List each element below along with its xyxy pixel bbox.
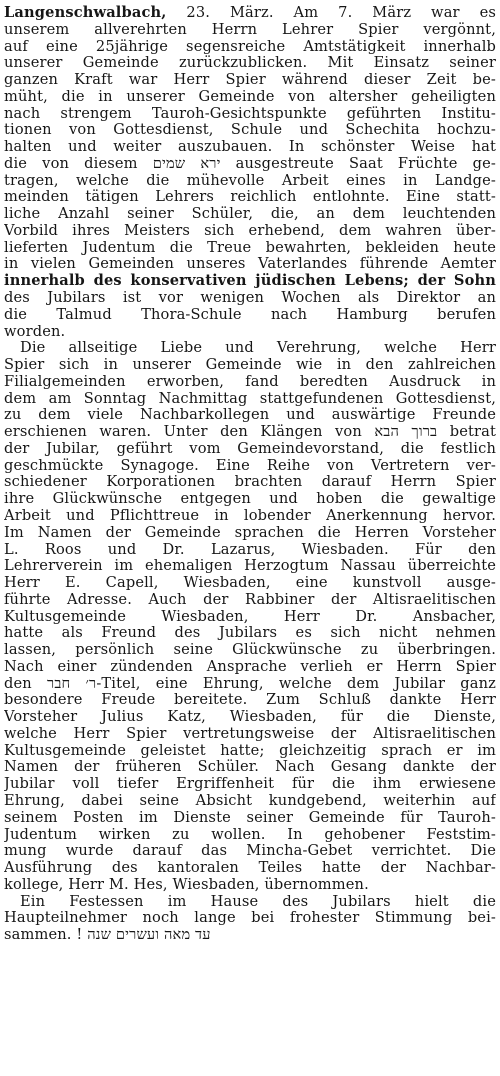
paragraph-3	[4, 894, 496, 944]
text-line: geschmückte Synagoge. Eine Reihe von Vertretern ver-	[4, 457, 496, 474]
text-line: die Talmud Thora-Schule nach Hamburg berufen	[4, 306, 496, 323]
text-line: Ausführung des kantoralen Teiles hatte der Nachbar-	[4, 860, 496, 877]
text-line: müht, die in unserer Gemeinde von altersher geheiligten	[4, 88, 496, 105]
text-line: sammen. ! עד מאה ועשרים שנה	[4, 927, 211, 944]
text-line: hatte als Freund des Jubilars es sich nicht nehmen	[4, 625, 496, 642]
text-line: ganzen Kraft war Herr Spier während dieser Zeit be-	[4, 72, 496, 89]
text-line: L. Roos und Dr. Lazarus, Wiesbaden. Für den	[4, 541, 496, 558]
text-line: nach strengem Tauroh-Gesichtspunkte geführten Institu-	[4, 105, 496, 122]
text-line: welche Herr Spier vertretungsweise der Altisraelitischen	[4, 725, 496, 742]
text-line: führte Adresse. Auch der Rabbiner der Altisraelitischen	[4, 591, 496, 608]
text-line: schiedener Korporationen brachten darauf Herrn Spier	[4, 474, 496, 491]
text-line: zu dem viele Nachbarkollegen und auswärtige Freunde	[4, 407, 496, 424]
text-line: Filialgemeinden erworben, fand beredten Ausdruck in	[4, 373, 496, 390]
text-line: Jubilar voll tiefer Ergriffenheit für die ihm erwiesene	[4, 776, 496, 793]
text-line: Arbeit und Pflichttreue in lobender Anerkennung hervor.	[4, 507, 496, 524]
text-line: halten und weiter auszubauen. In schönster Weise hat	[4, 139, 496, 156]
text-line: mung wurde darauf das Mincha-Gebet verrichtet. Die	[4, 843, 496, 860]
dateline-place: Langenschwalbach,	[4, 5, 167, 21]
text-line: seinem Posten im Dienste seiner Gemeinde für Tauroh-	[4, 809, 496, 826]
text-line: Die allseitige Liebe und Verehrung, welche Herr	[20, 340, 496, 357]
text-line: ihre Glückwünsche entgegen und hoben die gewaltige	[4, 491, 496, 508]
text-line: Vorsteher Julius Katz, Wiesbaden, für die Dienste,	[4, 709, 496, 726]
text-line: lieferten Judentum die Treue bewahrten, bekleiden heute	[4, 239, 496, 256]
text-line: erschienen waren. Unter den Klängen von ברוך הבא betrat	[4, 424, 496, 441]
text-line: Ehrung, dabei seine Absicht kundgebend, weiterhin auf	[4, 792, 496, 809]
text-line: des Jubilars ist vor wenigen Wochen als Direktor an	[4, 290, 496, 307]
text-line: Nach einer zündenden Ansprache verlieh er Herrn Spier	[4, 658, 496, 675]
text-line: Ein Festessen im Hause des Jubilars hielt die	[20, 893, 496, 910]
text-line: Judentum wirken zu wollen. In gehobener Feststim-	[4, 826, 496, 843]
text-line: Vorbild ihres Meisters sich erhebend, dem wahren über-	[4, 222, 496, 239]
text-line: Haupteilnehmer noch lange bei frohester Stimmung bei-	[4, 910, 496, 927]
paragraph-2	[4, 340, 496, 893]
text-line: tionen von Gottesdienst, Schule und Schechita hochzu-	[4, 122, 496, 139]
text-line: den ר׳ חבר-Titel, eine Ehrung, welche dem Jubilar ganz	[4, 675, 496, 692]
text-line: kollege, Herr M. Hes, Wiesbaden, übernommen.	[4, 876, 369, 893]
text-line: Lehrerverein im ehemaligen Herzogtum Nassau überreichte	[4, 558, 496, 575]
text-line: Im Namen der Gemeinde sprachen die Herren Vorsteher	[4, 524, 496, 541]
text-line: der Jubilar, geführt vom Gemeindevorstand, die festlich	[4, 440, 496, 457]
text-line: lassen, persönlich seine Glückwünsche zu überbringen.	[4, 642, 496, 659]
text-line: unserem allverehrten Herrn Lehrer Spier vergönnt,	[4, 21, 496, 38]
text-line: Spier sich in unserer Gemeinde wie in den zahlreichen	[4, 357, 496, 374]
text-line: unserer Gemeinde zurückzublicken. Mit Einsatz seiner	[4, 55, 496, 72]
text-line: Herr E. Capell, Wiesbaden, eine kunstvoll ausge-	[4, 575, 496, 592]
text-line-emphasized: innerhalb des konservativen jüdischen Lebens; der Sohn	[4, 273, 496, 290]
text-line: liche Anzahl seiner Schüler, die, an dem leuchtenden	[4, 206, 496, 223]
text-line: worden.	[4, 323, 66, 340]
text-line: in vielen Gemeinden unseres Vaterlandes führende Aemter	[4, 256, 496, 273]
text-line: tragen, welche die mühevolle Arbeit eines in Landge-	[4, 172, 496, 189]
text-line: Kultusgemeinde geleistet hatte; gleichzeitig sprach er im	[4, 742, 496, 759]
text-line: meinden tätigen Lehrers reichlich entlohnte. Eine statt-	[4, 189, 496, 206]
text-line: besondere Freude bereitete. Zum Schluß dankte Herr	[4, 692, 496, 709]
text-line: Namen der früheren Schüler. Nach Gesang dankte der	[4, 759, 496, 776]
text-line: die von diesem ירא שמים ausgestreute Saat Früchte ge-	[4, 155, 496, 172]
text-line: Langenschwalbach, 23. März. Am 7. März war es	[4, 5, 496, 21]
text-line: auf eine 25jährige segensreiche Amtstätigkeit innerhalb	[4, 38, 496, 55]
text-line: dem am Sonntag Nachmittag stattgefundenen Gottesdienst,	[4, 390, 496, 407]
paragraph-1	[4, 5, 496, 340]
text-line: Kultusgemeinde Wiesbaden, Herr Dr. Ansbacher,	[4, 608, 496, 625]
